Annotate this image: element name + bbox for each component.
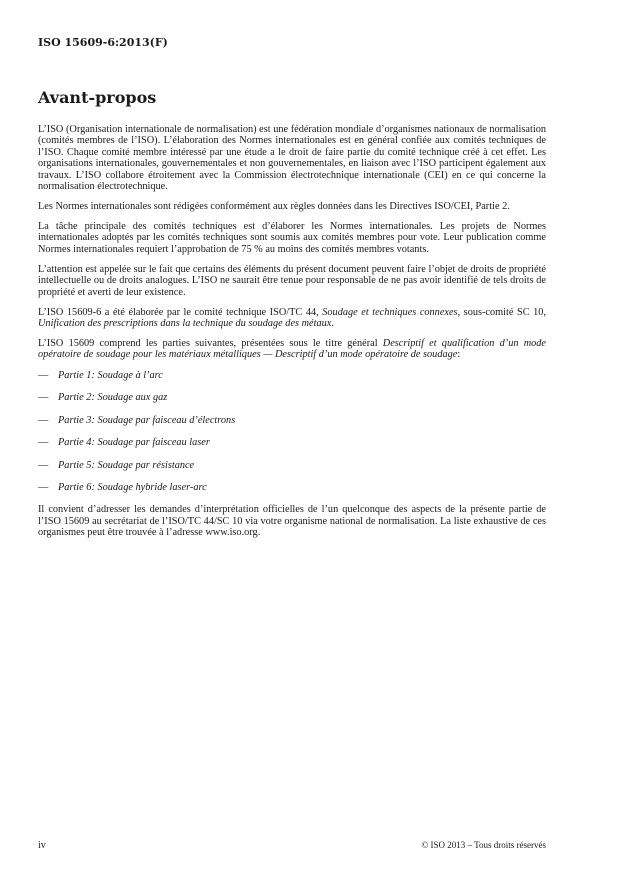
preparation-text-1: L’ISO 15609-6 a été élaborée par le comité technique ISO/TC 44, <box>38 306 323 318</box>
list-item-text: Partie 4: Soudage par faisceau laser <box>58 437 210 449</box>
paragraph-interpretation-requests: Il convient d’adresser les demandes d’interprétation officielles de l’un quelconque des aspects de la présente partie de l’ISO 15609 au secrétariat de l’ISO/TC 44/SC 10 via votre organisme national de normalisation. La liste exhaustive de ces organismes peut être trouvée à l’adresse www.iso.org. <box>38 504 546 539</box>
list-item-text: Partie 6: Soudage hybride laser-arc <box>58 481 207 493</box>
list-item <box>38 392 546 403</box>
parts-intro-text: L’ISO 15609 comprend les parties suivantes, présentées sous le titre général <box>38 338 383 350</box>
preparation-text-2: , sous-comité SC 10, <box>457 306 547 318</box>
list-dash: — <box>38 414 49 426</box>
parts-list <box>38 370 546 493</box>
list-dash: — <box>38 392 49 404</box>
list-item <box>38 482 546 493</box>
parts-general-title: Descriptif et qualification d’un mode opératoire de soudage pour les matériaux métalliques — Descriptif d’un mode opératoire de soudage <box>38 338 546 361</box>
list-item <box>38 415 546 426</box>
copyright-notice: © ISO 2013 – Tous droits réservés <box>421 840 546 850</box>
list-item <box>38 460 546 471</box>
parts-intro-colon: : <box>457 349 461 361</box>
list-item-text: Partie 3: Soudage par faisceau d’électrons <box>58 414 236 426</box>
document-body <box>38 124 546 547</box>
preparation-committee-title: Soudage et techniques connexes <box>322 306 458 318</box>
list-dash: — <box>38 459 49 471</box>
paragraph-directives: Les Normes internationales sont rédigées conformément aux règles données dans les Directives ISO/CEI, Partie 2. <box>38 201 510 213</box>
paragraph-preparation <box>38 307 546 330</box>
paragraph-iso-description: L’ISO (Organisation internationale de normalisation) est une fédération mondiale d’organismes nationaux de normalisation (comités membres de l’ISO). L’élaboration des Normes internationales est en général confiée aux comités techniques de l’ISO. Chaque comité membre intéressé par une étude a le droit de faire partie du comité technique créé à cet effet. Les organisations internationales, gouvernementales et non gouvernementales, en liaison avec l’ISO participent également aux travaux. L’ISO collabore étroitement avec la Commission électrotechnique internationale (CEI) en ce qui concerne la normalisation électrotechnique. <box>38 124 546 193</box>
preparation-text-3: . <box>331 318 334 330</box>
preparation-subcommittee-title: Unification des prescriptions dans la technique du soudage des métaux <box>38 318 332 330</box>
list-dash: — <box>38 369 49 381</box>
list-item <box>38 437 546 448</box>
list-dash: — <box>38 481 49 493</box>
list-item-text: Partie 1: Soudage à l’arc <box>58 369 163 381</box>
list-item-text: Partie 2: Soudage aux gaz <box>58 392 168 404</box>
paragraph-committee-task: La tâche principale des comités techniques est d’élaborer les Normes internationales. Les projets de Normes internationales adoptés par les comités techniques sont soumis aux comités membres pour vote. Leur publication comme Normes internationales requiert l’approbation de 75 % au moins des comités membres votants. <box>38 221 546 255</box>
paragraph-patent-notice: L’attention est appelée sur le fait que certains des éléments du présent document peuvent faire l’objet de droits de propriété intellectuelle ou de droits analogues. L’ISO ne saurait être tenue pour responsable de ne pas avoir identifié de tels droits de propriété et averti de leur existence. <box>38 263 546 298</box>
paragraph-parts-intro <box>38 338 546 361</box>
list-dash: — <box>38 437 49 449</box>
section-title: Avant-propos <box>38 88 157 107</box>
page-number: iv <box>38 840 46 851</box>
document-identifier: ISO 15609-6:2013(F) <box>38 36 168 49</box>
list-item <box>38 370 546 381</box>
list-item-text: Partie 5: Soudage par résistance <box>58 459 195 471</box>
